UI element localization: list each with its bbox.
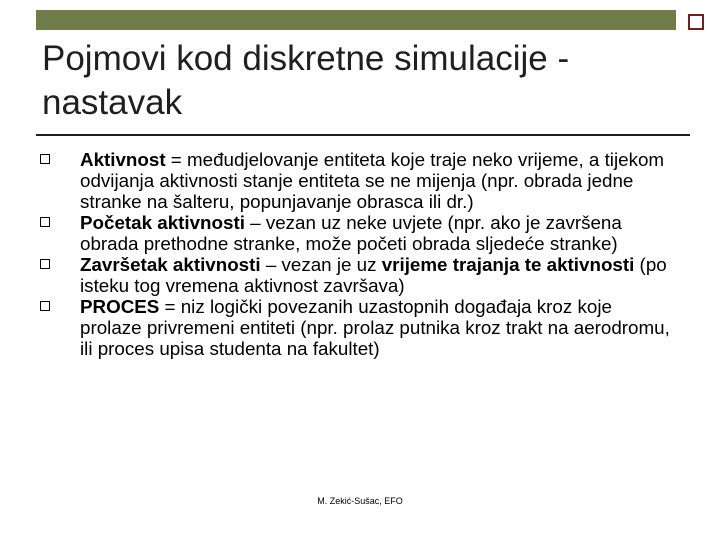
hollow-square-bullet-icon xyxy=(40,259,50,269)
bullet-text: – vezan uz neke uvjete (npr. ako je završena obrada prethodne stranke, može početi obrada sljedeće stranke) xyxy=(80,212,622,254)
top-decorative-bar xyxy=(36,10,676,30)
bullet-list xyxy=(36,149,676,359)
bullet-text: = niz logički povezanih uzastopnih događaja kroz koje prolaze privremeni entiteti (npr. prolaz putnika kroz trakt na aerodromu, ili proces upisa studenta na fakultet) xyxy=(80,296,670,359)
bullet-text-continued: (po isteku tog vremena aktivnost završava) xyxy=(80,254,667,296)
bullet-term: Početak aktivnosti xyxy=(80,212,245,233)
bullet-text: – vezan je uz xyxy=(260,254,382,275)
hollow-square-bullet-icon xyxy=(40,217,50,227)
bullet-term-emphasis: vrijeme trajanja te aktivnosti xyxy=(381,254,635,275)
title-divider xyxy=(36,134,690,136)
bullet-term: Aktivnost xyxy=(80,149,166,170)
slide-title: Pojmovi kod diskretne simulacije - nastavak xyxy=(42,39,570,122)
bullet-term: PROCES xyxy=(80,296,160,317)
bullet-item-pocetak-aktivnosti xyxy=(36,212,676,254)
bullet-item-proces xyxy=(36,296,676,359)
bullet-item-aktivnost xyxy=(36,149,676,212)
square-outline-icon xyxy=(688,14,704,30)
hollow-square-bullet-icon xyxy=(40,301,50,311)
slide-footer: M. Zekić-Sušac, EFO xyxy=(317,496,403,506)
bullet-item-zavrsetak-aktivnosti xyxy=(36,254,676,296)
bullet-text: = međudjelovanje entiteta koje traje neko vrijeme, a tijekom odvijanja aktivnosti stanje entiteta se ne mijenja (npr. obrada jedne stranke na šalteru, popunjavanje obrasca ili dr.) xyxy=(80,149,665,212)
bullet-term: Završetak aktivnosti xyxy=(80,254,261,275)
hollow-square-bullet-icon xyxy=(40,154,50,164)
